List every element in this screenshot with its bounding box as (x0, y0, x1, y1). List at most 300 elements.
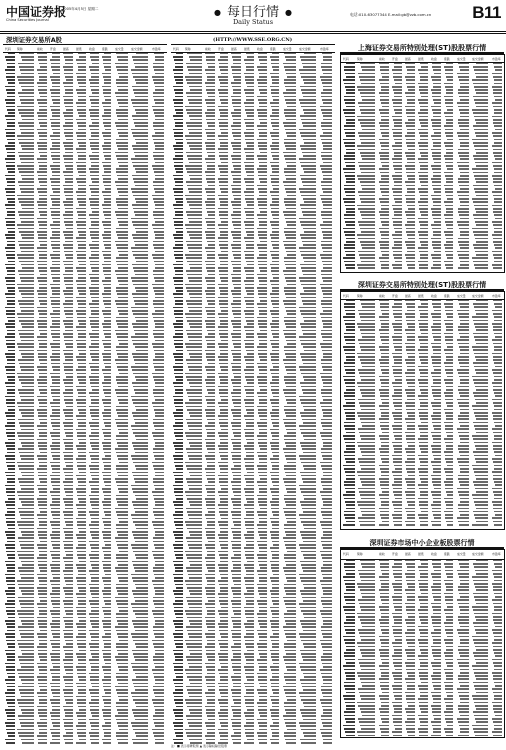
table-cell (90, 557, 99, 559)
table-cell (186, 198, 202, 200)
table-cell (207, 63, 215, 65)
table-cell (104, 452, 111, 454)
table-cell (207, 300, 215, 302)
table-cell (38, 145, 47, 147)
table-cell (303, 257, 316, 259)
table-cell (5, 472, 15, 474)
table-cell (77, 313, 86, 315)
table-cell (102, 725, 111, 727)
table-cell (322, 142, 332, 144)
header-pe: 市盈率 (152, 47, 161, 51)
table-cell (22, 712, 34, 714)
table-cell (104, 676, 111, 678)
table-cell (245, 224, 254, 226)
table-cell (115, 626, 128, 628)
table-cell (64, 204, 73, 206)
table-cell (6, 683, 15, 685)
table-cell (21, 636, 34, 638)
table-cell (135, 303, 148, 305)
table-cell (300, 234, 316, 236)
table-cell (77, 287, 86, 289)
table-cell (50, 297, 60, 299)
table-cell (136, 676, 148, 678)
table-cell (176, 231, 183, 233)
table-cell (78, 274, 86, 276)
table-cell (284, 303, 296, 305)
table-cell (153, 333, 164, 335)
table-cell (65, 211, 73, 213)
table-cell (271, 300, 279, 302)
table-cell (207, 330, 215, 332)
table-cell (51, 554, 60, 556)
table-cell (173, 336, 183, 338)
table-cell (186, 181, 202, 183)
table-cell (134, 626, 148, 628)
table-cell (63, 66, 73, 68)
table-cell (76, 666, 86, 668)
table-cell (22, 564, 34, 566)
table-cell (303, 66, 316, 68)
table-cell (21, 561, 34, 563)
table-cell (207, 284, 215, 286)
table-cell (245, 300, 254, 302)
table-cell (18, 702, 34, 704)
table-cell (6, 284, 15, 286)
table-cell (64, 636, 73, 638)
table-cell (320, 165, 332, 167)
table-cell (64, 129, 73, 131)
table-cell (40, 333, 47, 335)
table-cell (176, 201, 183, 203)
table-cell (103, 297, 111, 299)
table-cell (155, 119, 164, 121)
table-cell (233, 89, 241, 91)
table-cell (153, 689, 164, 691)
table-cell (77, 495, 86, 497)
table-cell (18, 643, 34, 645)
table-cell (245, 76, 254, 78)
table-cell (116, 317, 128, 319)
table-cell (65, 208, 73, 210)
table-cell (154, 158, 164, 160)
table-cell (38, 323, 47, 325)
table-cell (260, 152, 267, 154)
table-cell (246, 112, 254, 114)
table-cell (90, 112, 99, 114)
table-cell (207, 287, 215, 289)
table-cell (116, 109, 128, 111)
header-volume: 成交量 (115, 47, 124, 51)
table-cell (38, 564, 47, 566)
table-cell (244, 89, 254, 91)
table-cell (19, 53, 34, 55)
table-cell (116, 702, 128, 704)
table-cell (233, 224, 241, 226)
table-cell (270, 175, 279, 177)
table-cell (51, 389, 60, 391)
table-cell (50, 610, 60, 612)
table-cell (260, 270, 267, 272)
table-cell (51, 511, 60, 513)
table-cell (52, 142, 60, 144)
table-cell (205, 261, 215, 263)
table-cell (7, 181, 15, 183)
table-cell (134, 211, 148, 213)
table-cell (50, 653, 60, 655)
table-cell (154, 663, 164, 665)
table-cell (7, 109, 15, 111)
table-cell (322, 158, 332, 160)
table-cell (303, 244, 316, 246)
table-cell (155, 531, 164, 533)
table-cell (19, 290, 34, 292)
table-cell (260, 63, 267, 65)
table-cell (38, 445, 47, 447)
table-cell (134, 359, 148, 361)
table-cell (284, 142, 296, 144)
table-cell (257, 333, 267, 335)
table-cell (186, 330, 202, 332)
table-cell (64, 485, 73, 487)
table-cell (131, 69, 148, 71)
table-cell (22, 208, 34, 210)
table-cell (5, 442, 15, 444)
table-cell (117, 455, 128, 457)
table-cell (186, 92, 202, 94)
table-cell (64, 336, 73, 338)
table-cell (52, 739, 60, 741)
table-cell (133, 119, 148, 121)
table-cell (284, 257, 296, 259)
table-cell (50, 402, 60, 404)
table-cell (53, 429, 60, 431)
table-cell (132, 472, 148, 474)
table-cell (20, 307, 34, 309)
table-cell (300, 175, 316, 177)
table-cell (231, 155, 241, 157)
table-cell (188, 336, 202, 338)
table-cell (103, 567, 111, 569)
table-cell (17, 699, 34, 701)
table-cell (132, 442, 148, 444)
table-cell (232, 191, 241, 193)
table-cell (188, 307, 202, 309)
table-cell (66, 406, 73, 408)
table-cell (65, 330, 73, 332)
table-cell (135, 406, 148, 408)
table-cell (206, 86, 215, 88)
table-cell (105, 544, 111, 546)
table-cell (208, 244, 215, 246)
table-cell (91, 458, 99, 460)
table-cell (259, 106, 267, 108)
table-cell (102, 429, 111, 431)
table-cell (231, 320, 241, 322)
table-cell (38, 412, 47, 414)
table-cell (103, 300, 111, 302)
table-cell (303, 198, 316, 200)
table-cell (64, 158, 73, 160)
table-cell (271, 152, 279, 154)
table-cell (17, 491, 34, 493)
table-cell (207, 79, 215, 81)
table-cell (104, 333, 111, 335)
table-cell (322, 201, 332, 203)
table-cell (206, 208, 215, 210)
table-cell (134, 152, 148, 154)
table-cell (78, 722, 86, 724)
table-cell (233, 76, 241, 78)
table-cell (136, 142, 148, 144)
table-cell (21, 251, 34, 253)
table-cell (221, 191, 228, 193)
table-cell (39, 643, 47, 645)
table-cell (258, 82, 267, 84)
table-cell (39, 702, 47, 704)
table-cell (39, 435, 47, 437)
table-cell (38, 221, 47, 223)
table-cell (22, 356, 34, 358)
table-cell (6, 195, 15, 197)
table-cell (6, 251, 15, 253)
table-cell (40, 541, 47, 543)
table-cell (18, 448, 34, 450)
table-cell (174, 135, 183, 137)
table-cell (133, 551, 148, 553)
table-cell (153, 303, 164, 305)
table-cell (6, 254, 15, 256)
table-cell (52, 231, 60, 233)
table-cell (320, 224, 332, 226)
table-cell (50, 580, 60, 582)
table-cell (300, 145, 316, 147)
table-cell (119, 402, 128, 404)
table-cell (103, 448, 111, 450)
table-cell (272, 201, 279, 203)
table-cell (206, 73, 215, 75)
table-cell (63, 439, 73, 441)
table-cell (5, 145, 15, 147)
table-cell (246, 303, 254, 305)
table-cell (186, 300, 202, 302)
table-cell (79, 472, 86, 474)
table-cell (301, 76, 316, 78)
table-cell (117, 620, 128, 622)
table-cell (116, 617, 128, 619)
table-cell (234, 79, 241, 81)
table-cell (153, 168, 164, 170)
table-cell (52, 617, 60, 619)
table-cell (286, 221, 296, 223)
table-cell (185, 76, 202, 78)
table-cell (131, 574, 148, 576)
table-cell (284, 198, 296, 200)
table-cell (102, 280, 111, 282)
table-cell (186, 211, 202, 213)
table-cell (39, 241, 47, 243)
table-cell (133, 415, 148, 417)
table-cell (272, 290, 279, 292)
table-cell (132, 709, 148, 711)
table-cell (259, 76, 267, 78)
table-cell (7, 333, 15, 335)
table-cell (136, 379, 148, 381)
table-cell (135, 719, 148, 721)
table-cell (77, 63, 86, 65)
table-cell (105, 633, 111, 635)
table-cell (219, 241, 228, 243)
table-cell (104, 630, 111, 632)
table-cell (116, 435, 128, 437)
table-cell (37, 706, 47, 708)
table-cell (63, 350, 73, 352)
table-cell (104, 228, 111, 230)
table-cell (221, 132, 228, 134)
table-cell (303, 185, 316, 187)
table-cell (174, 165, 183, 167)
table-cell (153, 570, 164, 572)
table-cell (52, 56, 60, 58)
table-cell (174, 195, 183, 197)
table-cell (7, 303, 15, 305)
table-cell (286, 119, 296, 121)
table-cell (78, 692, 86, 694)
table-cell (155, 679, 164, 681)
table-cell (52, 412, 60, 414)
table-cell (19, 379, 34, 381)
table-cell (102, 590, 111, 592)
table-cell (118, 696, 128, 698)
table-cell (77, 270, 86, 272)
table-cell (258, 261, 267, 263)
table-cell (189, 323, 202, 325)
table-cell (135, 584, 148, 586)
table-cell (207, 181, 215, 183)
table-cell (52, 603, 60, 605)
table-cell (91, 237, 99, 239)
table-cell (50, 254, 60, 256)
table-cell (90, 485, 99, 487)
table-cell (118, 132, 128, 134)
table-cell (258, 204, 267, 206)
table-cell (52, 382, 60, 384)
table-cell (133, 742, 148, 744)
table-cell (91, 340, 99, 342)
table-cell (91, 208, 99, 210)
table-cell (76, 534, 86, 536)
table-cell (38, 280, 47, 282)
table-cell (65, 152, 73, 154)
table-cell (272, 287, 279, 289)
table-cell (175, 287, 183, 289)
table-cell (50, 148, 60, 150)
table-cell (231, 231, 241, 233)
table-cell (284, 228, 296, 230)
table-cell (155, 323, 164, 325)
table-cell (132, 577, 148, 579)
table-cell (50, 237, 60, 239)
table-cell (284, 244, 296, 246)
table-cell (135, 317, 148, 319)
table-cell (17, 106, 34, 108)
table-cell (153, 613, 164, 615)
table-cell (175, 63, 183, 65)
table-cell (232, 102, 241, 104)
table-cell (186, 228, 202, 230)
table-cell (284, 333, 296, 335)
table-cell (116, 498, 128, 500)
table-cell (65, 122, 73, 124)
table-cell (105, 336, 111, 338)
table-cell (175, 92, 183, 94)
table-cell (152, 284, 164, 286)
table-cell (153, 317, 164, 319)
table-cell (37, 366, 47, 368)
table-cell (91, 254, 99, 256)
table-cell (118, 267, 128, 269)
table-cell (176, 320, 183, 322)
table-cell (118, 191, 128, 193)
table-cell (76, 148, 86, 150)
table-cell (119, 135, 128, 137)
table-cell (102, 204, 111, 206)
table-cell (6, 326, 15, 328)
table-cell (63, 557, 73, 559)
table-cell (206, 175, 215, 177)
table-cell (105, 158, 111, 160)
table-cell (232, 73, 241, 75)
table-cell (132, 679, 148, 681)
table-cell (118, 534, 128, 536)
table-cell (5, 56, 15, 58)
table-cell (91, 666, 99, 668)
table-cell (244, 208, 254, 210)
table-cell (188, 99, 202, 101)
table-cell (304, 290, 316, 292)
table-cell (258, 145, 267, 147)
table-cell (52, 735, 60, 737)
table-cell (284, 201, 296, 203)
table-cell (7, 686, 15, 688)
table-cell (39, 406, 47, 408)
table-cell (19, 171, 34, 173)
table-cell (257, 303, 267, 305)
newspaper-logo: 中国证券报 (6, 3, 66, 20)
table-cell (116, 524, 128, 526)
table-cell (91, 729, 99, 731)
table-cell (173, 115, 183, 117)
table-cell (136, 617, 148, 619)
table-cell (64, 162, 73, 164)
table-cell (219, 181, 228, 183)
table-cell (78, 676, 86, 678)
table-cell (64, 340, 73, 342)
table-cell (272, 82, 279, 84)
table-cell (65, 181, 73, 183)
table-cell (206, 178, 215, 180)
table-cell (153, 452, 164, 454)
table-cell (119, 610, 128, 612)
table-cell (118, 221, 128, 223)
table-cell (207, 122, 215, 124)
table-cell (51, 689, 60, 691)
table-cell (247, 323, 254, 325)
table-cell (51, 452, 60, 454)
table-cell (303, 287, 316, 289)
table-cell (78, 53, 86, 55)
table-cell (39, 432, 47, 434)
table-cell (302, 152, 316, 154)
